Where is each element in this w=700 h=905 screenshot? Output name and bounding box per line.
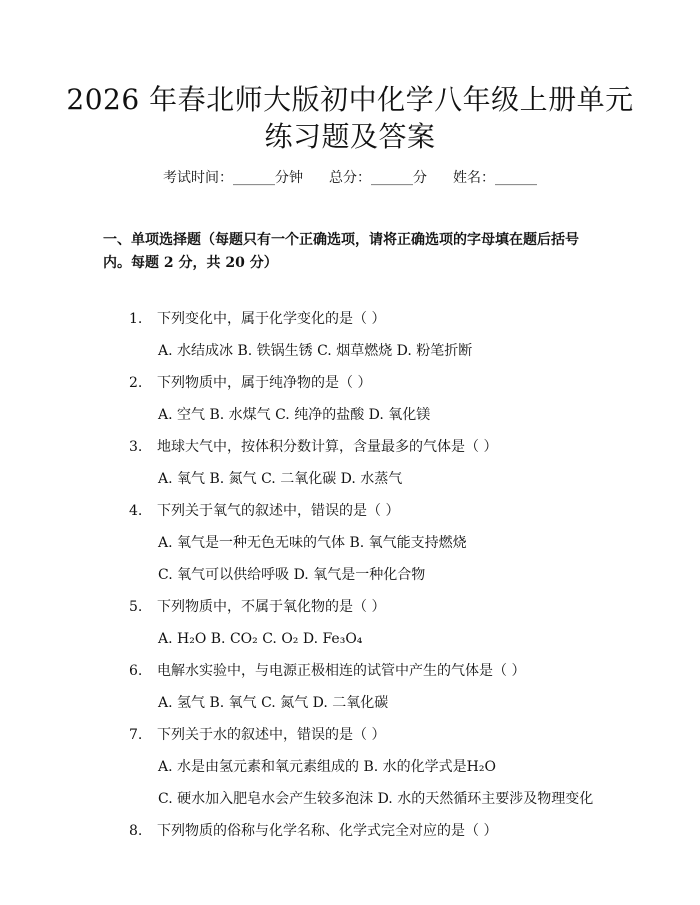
question-text: 下列物质的俗称与化学名称、化学式完全对应的是（ ） (157, 823, 498, 839)
question-5 (129, 596, 385, 618)
question-4 (129, 500, 399, 522)
question-2-options: A. 空气 B. 水煤气 C. 纯净的盐酸 D. 氧化镁 (158, 407, 431, 423)
question-7-options-line2: C. 硬水加入肥皂水会产生较多泡沫 D. 水的天然循环主要涉及物理变化 (158, 791, 594, 807)
question-text: 电解水实验中，与电源正极相连的试管中产生的气体是（ ） (157, 663, 526, 679)
question-number: 7. (129, 727, 143, 743)
exam-time-field: 考试时间：______分钟 (163, 170, 303, 186)
question-text: 下列变化中，属于化学变化的是（ ） (157, 311, 386, 327)
page-title-line2: 练习题及答案 (264, 120, 436, 153)
question-6-options: A. 氢气 B. 氧气 C. 氮气 D. 二氧化碳 (158, 695, 389, 711)
question-number: 5. (129, 599, 143, 615)
total-score-field: 总分：______分 (329, 170, 427, 186)
exam-meta (0, 168, 700, 188)
question-number: 3. (129, 439, 143, 455)
question-7-options-line1: A. 水是由氢元素和氧元素组成的 B. 水的化学式是H₂O (158, 759, 496, 775)
question-1-options: A. 水结成冰 B. 铁锅生锈 C. 烟草燃烧 D. 粉笔折断 (158, 343, 473, 359)
question-text: 下列物质中，属于纯净物的是（ ） (157, 375, 372, 391)
question-2 (129, 372, 371, 394)
question-number: 2. (129, 375, 143, 391)
question-8 (129, 820, 497, 842)
question-number: 6. (129, 663, 143, 679)
question-number: 8. (129, 823, 143, 839)
question-7 (129, 724, 385, 746)
page-title: 2026 年春北师大版初中化学八年级上册单元 (66, 83, 634, 116)
question-1 (129, 308, 385, 330)
question-5-options: A. H₂O B. CO₂ C. O₂ D. Fe₃O₄ (158, 631, 363, 647)
question-3 (129, 436, 497, 458)
question-text: 下列关于氧气的叙述中，错误的是（ ） (157, 503, 400, 519)
section-heading-line2: 内。每题 2 分，共 20 分） (103, 255, 278, 271)
section-heading: 一、单项选择题（每题只有一个正确选项，请将正确选项的字母填在题后括号 (103, 232, 579, 248)
question-text: 下列关于水的叙述中，错误的是（ ） (157, 727, 386, 743)
question-4-options-line1: A. 氧气是一种无色无味的气体 B. 氧气能支持燃烧 (158, 535, 467, 551)
question-3-options: A. 氧气 B. 氮气 C. 二氧化碳 D. 水蒸气 (158, 471, 403, 487)
question-number: 4. (129, 503, 143, 519)
question-text: 地球大气中，按体积分数计算，含量最多的气体是（ ） (157, 439, 498, 455)
question-text: 下列物质中，不属于氧化物的是（ ） (157, 599, 386, 615)
question-number: 1. (129, 311, 143, 327)
question-6 (129, 660, 525, 682)
question-4-options-line2: C. 氧气可以供给呼吸 D. 氧气是一种化合物 (158, 567, 426, 583)
student-name-field: 姓名：______ (453, 170, 537, 186)
